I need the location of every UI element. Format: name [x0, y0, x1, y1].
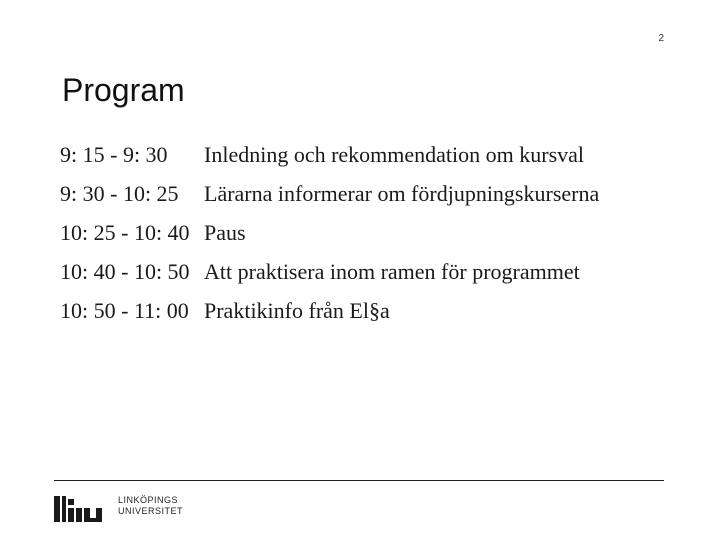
agenda-description: Praktikinfo från El§a	[204, 298, 390, 323]
agenda-item	[60, 140, 660, 169]
logo-line-2: UNIVERSITET	[118, 506, 184, 516]
agenda-time: 9: 15 - 9: 30	[60, 142, 168, 167]
agenda-item	[60, 218, 660, 247]
liu-logo-icon	[54, 492, 114, 524]
agenda-description: Att praktisera inom ramen för programmet	[204, 259, 580, 284]
agenda-time: 9: 30 - 10: 25	[60, 181, 179, 206]
agenda-time: 10: 40 - 10: 50	[60, 259, 190, 284]
logo-line-1: LINKÖPINGS	[118, 495, 179, 505]
university-logo	[54, 492, 184, 524]
footer-divider	[54, 480, 664, 481]
agenda-item	[60, 257, 660, 286]
page-title: Program	[62, 72, 185, 108]
agenda-list	[60, 140, 660, 335]
agenda-description: Paus	[204, 220, 246, 245]
agenda-description: Lärarna informerar om fördjupningskurserna	[204, 181, 600, 206]
logo-wordmark	[118, 495, 183, 517]
agenda-item	[60, 296, 660, 325]
agenda-time: 10: 25 - 10: 40	[60, 220, 190, 245]
agenda-description: Inledning och rekommendation om kursval	[204, 142, 585, 167]
agenda-item	[60, 179, 660, 208]
slide-number: 2	[658, 33, 664, 44]
agenda-time: 10: 50 - 11: 00	[60, 298, 189, 323]
